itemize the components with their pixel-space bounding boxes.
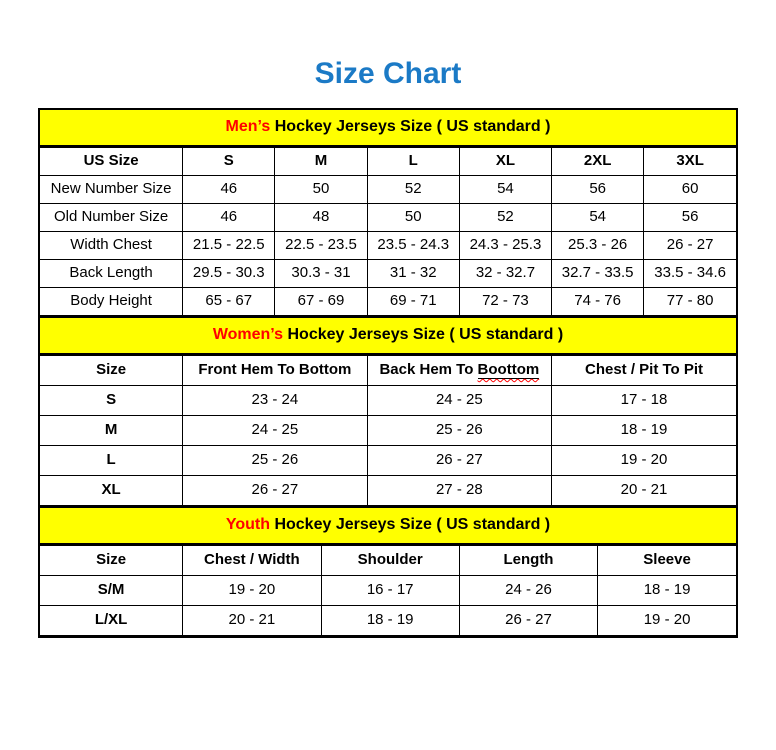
mens-row (40, 288, 736, 316)
youth-heading-accent: Youth (225, 516, 270, 533)
youth-value-cell: 18 - 19 (321, 606, 459, 636)
mens-value-cell: 56 (644, 204, 736, 232)
mens-header-cell: S (183, 148, 275, 176)
mens-value-cell: 46 (183, 176, 275, 204)
mens-value-cell: 54 (459, 176, 551, 204)
youth-value-cell: 20 - 21 (183, 606, 321, 636)
womens-value-cell: 25 - 26 (183, 446, 367, 476)
womens-row (40, 476, 736, 506)
youth-row-label: L/XL (40, 606, 183, 636)
mens-value-cell: 69 - 71 (367, 288, 459, 316)
mens-value-cell: 21.5 - 22.5 (183, 232, 275, 260)
youth-header-cell: Sleeve (598, 546, 736, 576)
mens-value-cell: 32.7 - 33.5 (552, 260, 644, 288)
size-chart-tables (38, 108, 738, 638)
mens-heading-text: Hockey Jerseys Size ( US standard ) (274, 118, 551, 135)
mens-value-cell: 65 - 67 (183, 288, 275, 316)
womens-size-table (40, 355, 736, 506)
youth-value-cell: 18 - 19 (598, 576, 736, 606)
mens-row (40, 232, 736, 260)
womens-heading-accent: Women’s (212, 326, 284, 343)
mens-header-cell: M (275, 148, 367, 176)
womens-value-cell: 23 - 24 (183, 386, 367, 416)
mens-value-cell: 48 (275, 204, 367, 232)
youth-header-cell: Chest / Width (183, 546, 321, 576)
womens-row-label: M (40, 416, 183, 446)
mens-value-cell: 24.3 - 25.3 (459, 232, 551, 260)
mens-header-row (40, 148, 736, 176)
womens-value-cell: 17 - 18 (552, 386, 736, 416)
mens-value-cell: 31 - 32 (367, 260, 459, 288)
mens-value-cell: 46 (183, 204, 275, 232)
youth-header-cell: Length (459, 546, 597, 576)
mens-heading-accent: Men’s (225, 118, 271, 135)
youth-row (40, 576, 736, 606)
mens-value-cell: 33.5 - 34.6 (644, 260, 736, 288)
mens-size-table (40, 147, 736, 316)
mens-section (40, 110, 736, 316)
womens-row (40, 386, 736, 416)
youth-header-cell: Shoulder (321, 546, 459, 576)
womens-heading-text: Hockey Jerseys Size ( US standard ) (287, 326, 564, 343)
youth-header-cell: Size (40, 546, 183, 576)
womens-value-cell: 19 - 20 (552, 446, 736, 476)
youth-row-label: S/M (40, 576, 183, 606)
mens-row-label: Body Height (40, 288, 183, 316)
womens-value-cell: 20 - 21 (552, 476, 736, 506)
womens-header-cell: Chest / Pit To Pit (552, 356, 736, 386)
youth-section (40, 506, 736, 636)
mens-value-cell: 22.5 - 23.5 (275, 232, 367, 260)
mens-header-cell: US Size (40, 148, 183, 176)
youth-value-cell: 24 - 26 (459, 576, 597, 606)
mens-value-cell: 25.3 - 26 (552, 232, 644, 260)
womens-row-label: L (40, 446, 183, 476)
womens-row-label: XL (40, 476, 183, 506)
womens-header-row (40, 356, 736, 386)
mens-row (40, 260, 736, 288)
mens-value-cell: 67 - 69 (275, 288, 367, 316)
womens-value-cell: 26 - 27 (367, 446, 551, 476)
womens-value-cell: 24 - 25 (183, 416, 367, 446)
mens-row-label: Width Chest (40, 232, 183, 260)
mens-row-label: New Number Size (40, 176, 183, 204)
womens-header-cell: Back Hem To Boottom (367, 356, 551, 386)
youth-row (40, 606, 736, 636)
womens-value-cell: 25 - 26 (367, 416, 551, 446)
womens-value-cell: 18 - 19 (552, 416, 736, 446)
mens-value-cell: 23.5 - 24.3 (367, 232, 459, 260)
womens-header-cell: Front Hem To Bottom (183, 356, 367, 386)
youth-value-cell: 19 - 20 (183, 576, 321, 606)
mens-header-cell: 2XL (552, 148, 644, 176)
womens-header-cell: Size (40, 356, 183, 386)
womens-value-cell: 26 - 27 (183, 476, 367, 506)
mens-value-cell: 50 (275, 176, 367, 204)
mens-value-cell: 56 (552, 176, 644, 204)
womens-row (40, 416, 736, 446)
womens-section (40, 316, 736, 506)
mens-value-cell: 29.5 - 30.3 (183, 260, 275, 288)
mens-value-cell: 30.3 - 31 (275, 260, 367, 288)
mens-row-label: Back Length (40, 260, 183, 288)
page-title: Size Chart (314, 57, 462, 90)
mens-row-label: Old Number Size (40, 204, 183, 232)
mens-value-cell: 50 (367, 204, 459, 232)
size-chart-page (0, 58, 776, 750)
mens-value-cell: 32 - 32.7 (459, 260, 551, 288)
youth-value-cell: 26 - 27 (459, 606, 597, 636)
womens-value-cell: 27 - 28 (367, 476, 551, 506)
mens-header-cell: L (367, 148, 459, 176)
mens-value-cell: 26 - 27 (644, 232, 736, 260)
mens-value-cell: 54 (552, 204, 644, 232)
womens-value-cell: 24 - 25 (367, 386, 551, 416)
misspelled-word: Boottom (477, 361, 540, 378)
mens-value-cell: 52 (367, 176, 459, 204)
mens-value-cell: 74 - 76 (552, 288, 644, 316)
mens-row (40, 204, 736, 232)
youth-heading-text: Hockey Jerseys Size ( US standard ) (274, 516, 551, 533)
youth-header-row (40, 546, 736, 576)
mens-value-cell: 77 - 80 (644, 288, 736, 316)
mens-value-cell: 60 (644, 176, 736, 204)
mens-value-cell: 52 (459, 204, 551, 232)
mens-row (40, 176, 736, 204)
youth-section-heading (40, 506, 736, 545)
mens-header-cell: XL (459, 148, 551, 176)
mens-value-cell: 72 - 73 (459, 288, 551, 316)
mens-header-cell: 3XL (644, 148, 736, 176)
youth-value-cell: 19 - 20 (598, 606, 736, 636)
womens-section-heading (40, 316, 736, 355)
womens-row (40, 446, 736, 476)
womens-row-label: S (40, 386, 183, 416)
mens-section-heading (40, 110, 736, 147)
youth-size-table (40, 545, 736, 636)
youth-value-cell: 16 - 17 (321, 576, 459, 606)
